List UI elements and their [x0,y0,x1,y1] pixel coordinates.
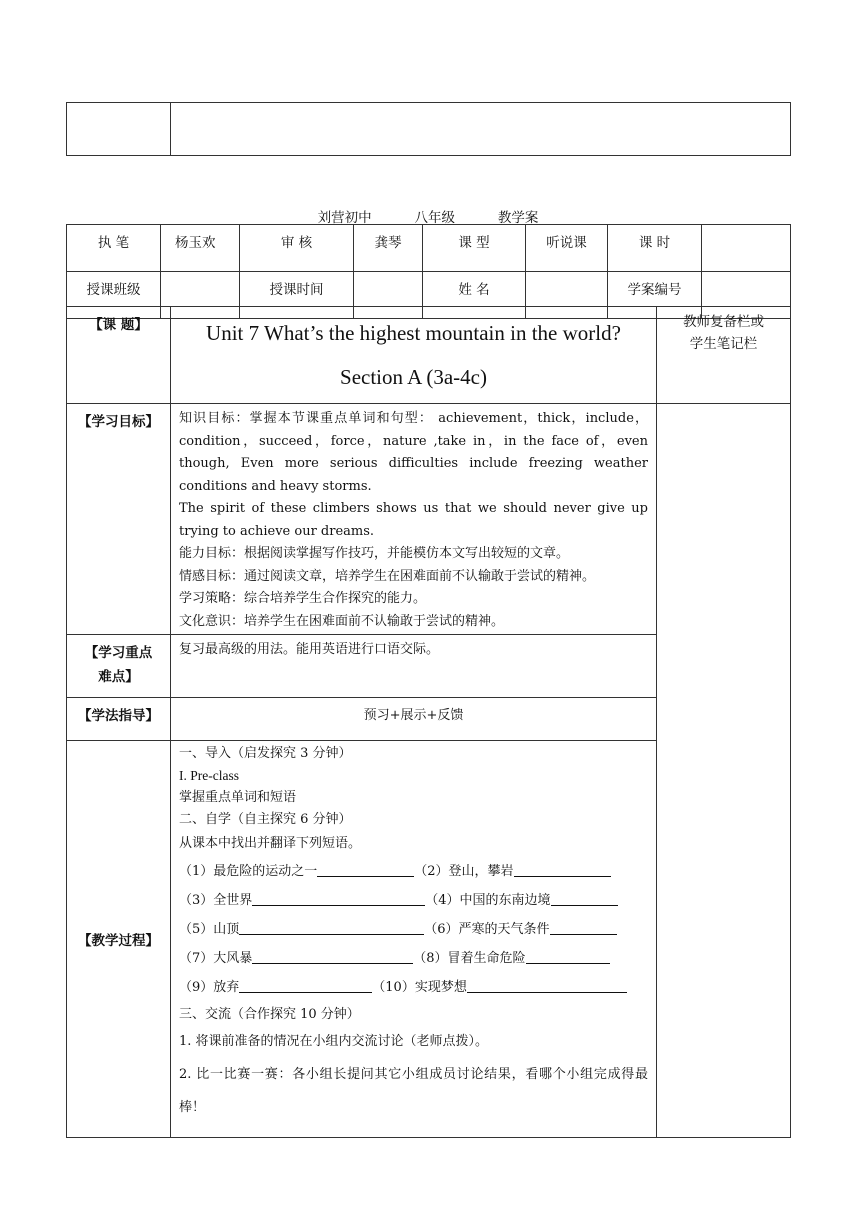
section-title-line: Section A (3a-4c) [340,365,487,389]
top-empty-cell-right [171,103,791,156]
lesson-type-value: 听说课 [526,225,608,272]
plan-number-label: 学案编号 [608,272,702,319]
phrase-2: （2）登山，攀岩 [414,864,514,879]
answer-blank-5[interactable] [239,920,424,935]
school-grade-header: 刘营初中 八年级 教学案 [317,210,539,226]
phrase-4: （4）中国的东南边境 [425,893,551,908]
section-exchange-heading: 三、交流（合作探究 10 分钟） [179,1007,360,1022]
answer-blank-8[interactable] [526,949,610,964]
objective-knowledge: 知识目标：掌握本节课重点单词和句型： achievement，thick，include，condition，succeed，force，nature ,take in，in the face of，even though, Even more serious difficulties include freezing weather conditions and heavy storms. [179,411,648,494]
answer-blank-2[interactable] [514,862,611,877]
phrase-8: （8）冒着生命危险 [413,951,526,966]
answer-blank-1[interactable] [317,862,414,877]
objectives-row [67,404,791,635]
exchange-item-1: 1. 将课前准备的情况在小组内交流讨论（老师点拨）。 [179,1034,489,1049]
teach-time-label: 授课时间 [240,272,354,319]
periods-label: 课 时 [608,225,702,272]
objective-strategy: 学习策略：综合培养学生合作探究的能力。 [179,591,427,606]
key-points-content: 复习最高级的用法。能用英语进行口语交际。 [171,635,657,698]
topic-label: 【课 题】 [67,307,171,404]
topic-row [67,307,791,404]
lesson-type-label: 课 型 [423,225,526,272]
answer-blank-10[interactable] [467,978,627,993]
key-points-label [67,635,171,698]
phrase-1: （1）最危险的运动之一 [179,864,318,879]
answer-blank-7[interactable] [252,949,413,964]
objectives-content [171,404,657,635]
phrase-10: （10）实现梦想 [372,980,467,995]
process-label: 【教学过程】 [67,741,171,1138]
section-self-study-heading: 二、自学（自主探究 6 分钟） [179,812,352,827]
name-label: 姓 名 [423,272,526,319]
phrase-3: （3）全世界 [179,893,253,908]
self-study-instruction: 从课本中找出并翻译下列短语。 [179,836,362,851]
pre-class-heading: I. Pre-class [179,768,239,783]
exchange-item-2: 2. 比一比赛一赛：各小组长提问其它小组成员讨论结果，看哪个小组完成得最棒！ [179,1067,648,1115]
writer-label: 执 笔 [67,225,161,272]
objective-culture: 文化意识：培养学生在困难面前不认输敢于尝试的精神。 [179,613,505,629]
notes-header-line-1: 教师复备栏或 [683,314,764,330]
objectives-label: 【学习目标】 [67,404,171,635]
objective-emotion: 情感目标：通过阅读文章，培养学生在困难面前不认输敢于尝试的精神。 [179,568,596,584]
lesson-info-table [66,224,791,319]
method-content: 预习+展示+反馈 [171,698,657,741]
answer-blank-4[interactable] [551,891,618,906]
section-intro-heading: 一、导入（启发探究 3 分钟） [179,746,352,761]
answer-blank-6[interactable] [550,920,617,935]
lesson-plan-table [66,306,791,1138]
class-label: 授课班级 [67,272,161,319]
phrase-9: （9）放弃 [179,980,240,995]
key-points-label-line-1: 【学习重点 [84,645,153,661]
answer-blank-3[interactable] [252,891,425,906]
pre-class-text: 掌握重点单词和短语 [179,790,297,805]
notes-column [657,404,791,1138]
method-label: 【学法指导】 [67,698,171,741]
phrase-5: （5）山顶 [179,922,240,937]
phrase-row-3 [179,915,648,944]
unit-title-line: Unit 7 What’s the highest mountain in the world? [206,321,621,345]
objective-ability: 能力目标：根据阅读掌握写作技巧，并能模仿本文写出较短的文章。 [179,546,570,561]
info-row-1 [67,225,791,272]
topic-title [171,307,657,404]
key-points-label-line-2: 难点】 [98,669,139,685]
periods-value [702,225,791,272]
notes-header-line-2: 学生笔记栏 [689,336,758,352]
process-content [171,741,657,1138]
notes-column-header [657,307,791,404]
reviewer-value: 龚琴 [354,225,423,272]
top-empty-cell-left [67,103,171,156]
top-empty-table [66,102,791,156]
phrase-6: （6）严寒的天气条件 [424,922,550,937]
phrase-row-4 [179,944,648,973]
reviewer-label: 审 核 [240,225,354,272]
phrase-row-1 [179,857,648,886]
phrase-row-5 [179,973,648,1002]
objective-key-sentence: The spirit of these climbers shows us that we should never give up trying to achieve our dreams. [179,501,648,539]
answer-blank-9[interactable] [239,978,372,993]
writer-value: 杨玉欢 [161,225,240,272]
phrase-row-2 [179,886,648,915]
phrase-7: （7）大风暴 [179,951,253,966]
